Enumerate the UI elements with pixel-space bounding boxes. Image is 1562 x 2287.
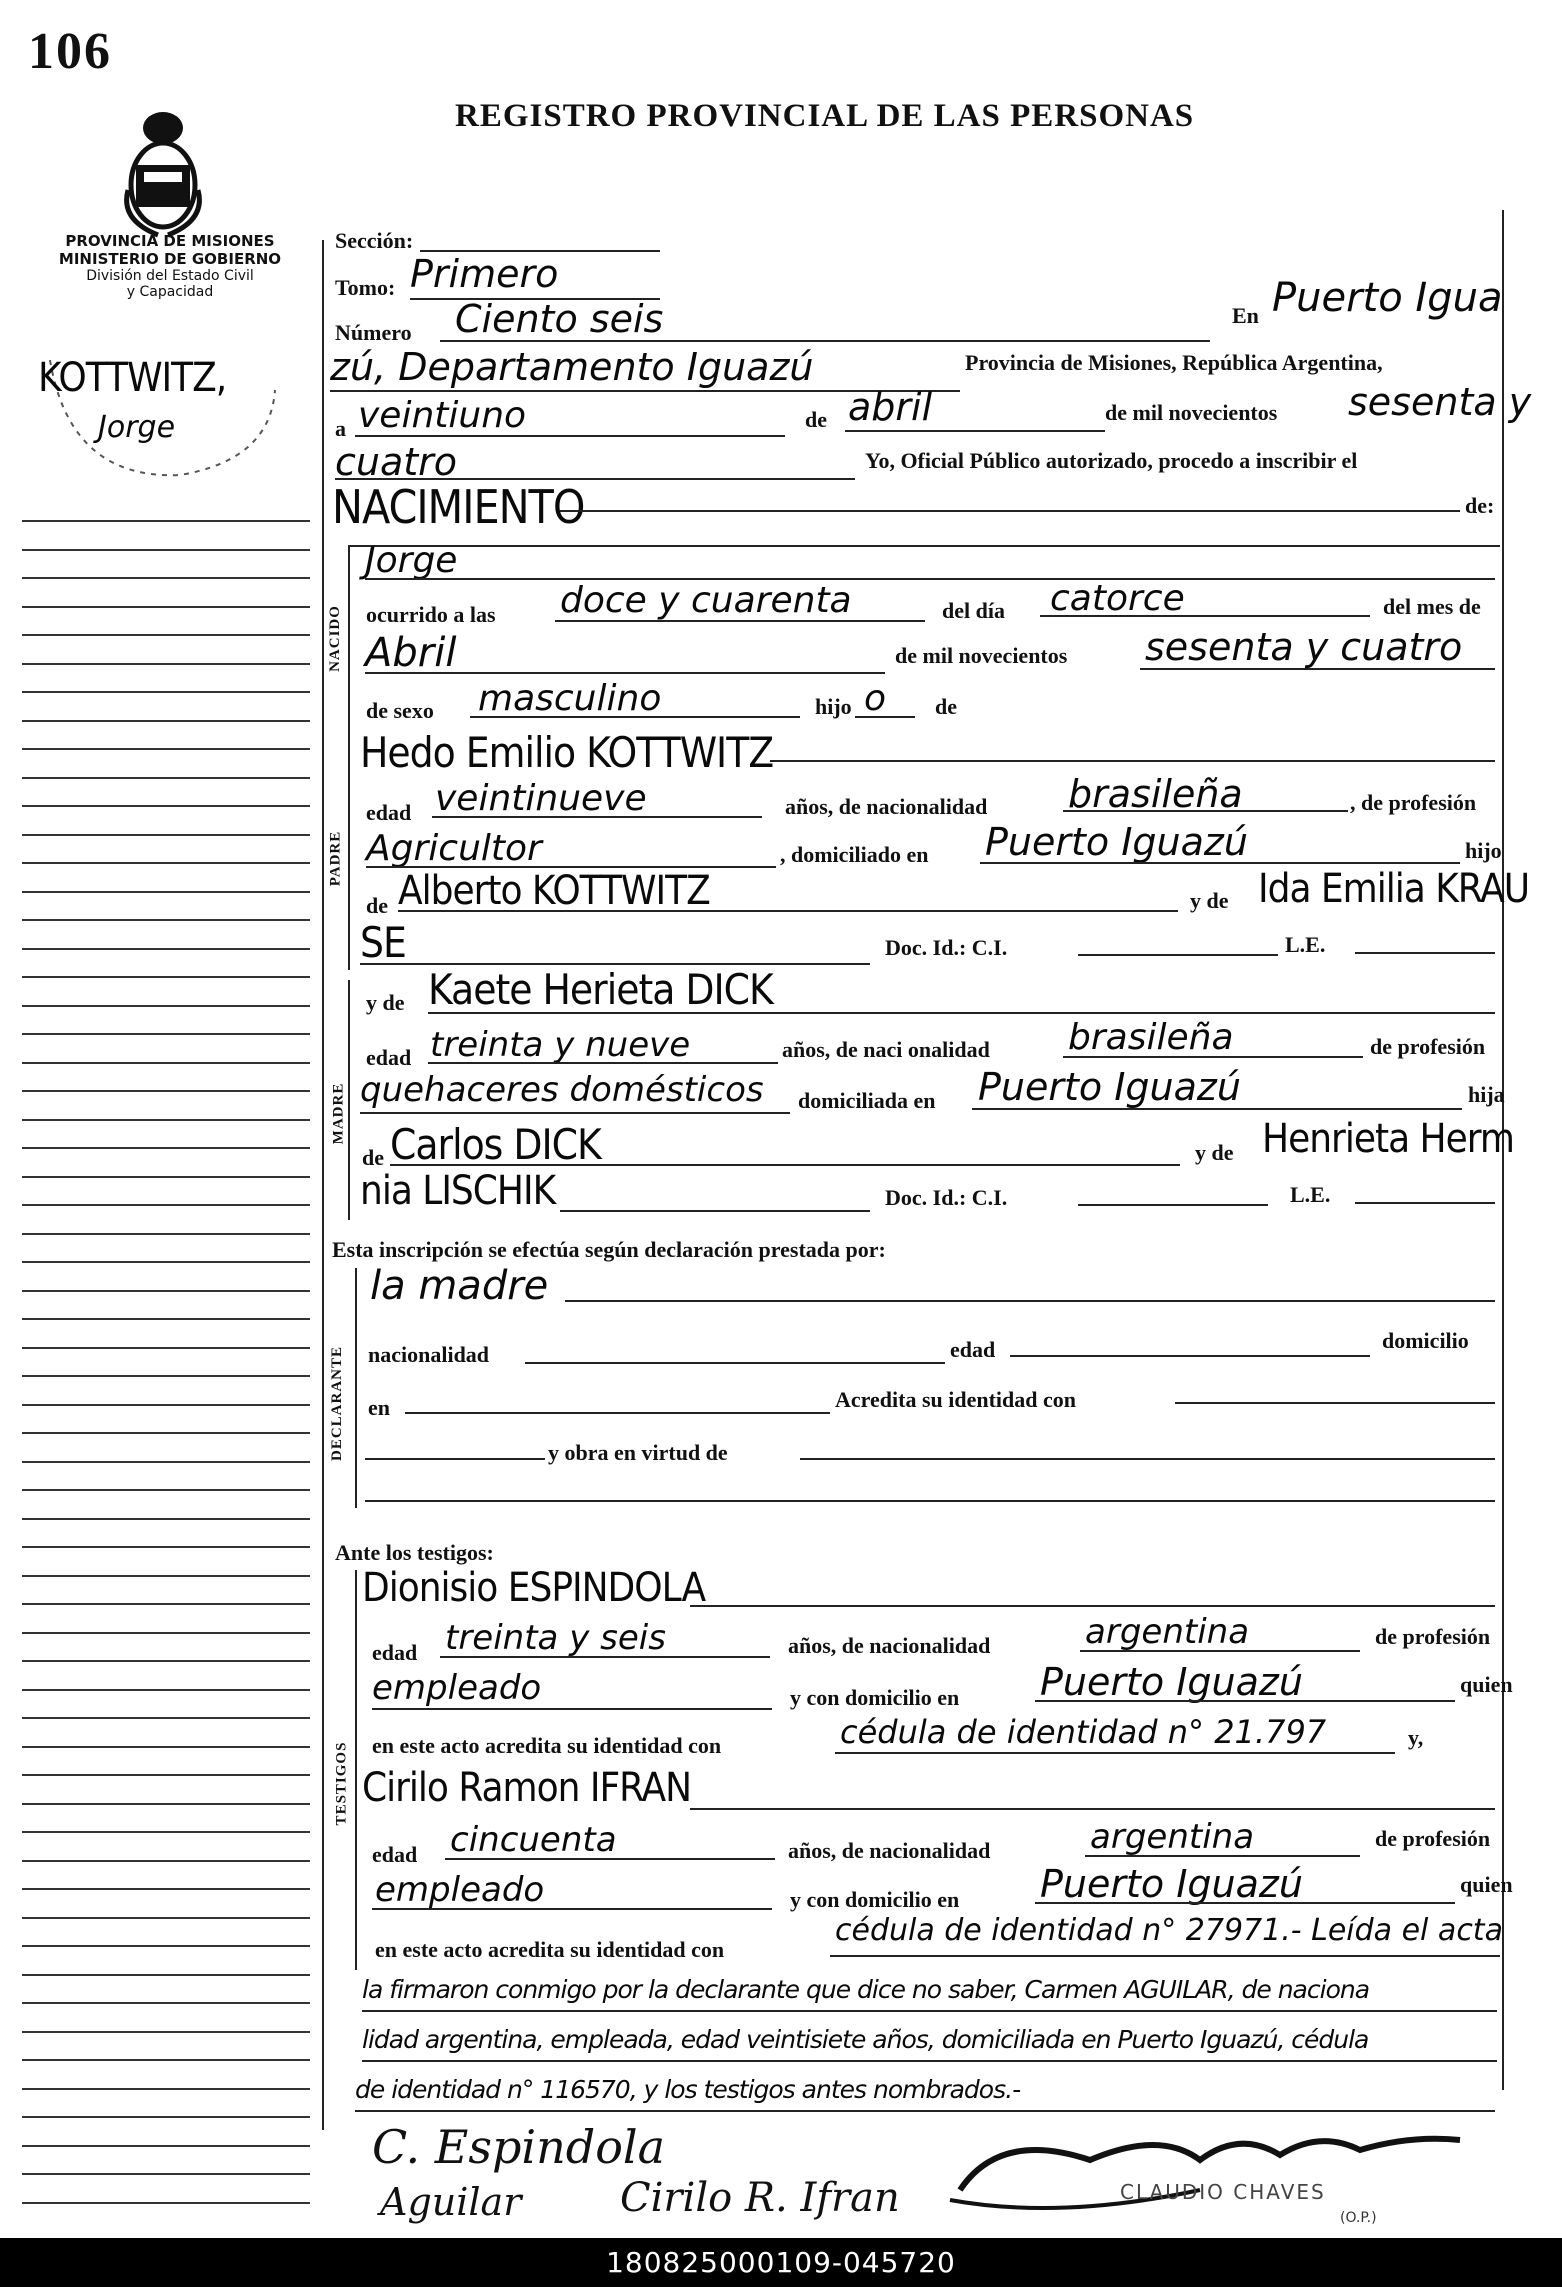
value-padre-nombre: Hedo Emilio KOTTWITZ (360, 728, 774, 777)
value-madre-madre-1: Henrieta Herm (1262, 1116, 1514, 1162)
value-hijo: o (864, 678, 887, 719)
document-id-footer: 180825000109-045720 (0, 2238, 1562, 2287)
stamp-line-2: MINISTERIO DE GOBIERNO (58, 250, 282, 268)
label-quien-t1: quien (1460, 1672, 1513, 1697)
margin-surname: KOTTWITZ, (38, 355, 227, 401)
form-left-border (322, 240, 324, 2130)
margin-ruled-line (22, 1717, 310, 1719)
margin-ruled-line (22, 948, 310, 950)
official-title: (O.P.) (1340, 2210, 1377, 2226)
margin-ruled-line (22, 606, 310, 608)
value-padre-edad: veintinueve (435, 778, 647, 819)
label-ocurrido: ocurrido a las (366, 602, 496, 627)
margin-ruled-line (22, 1860, 310, 1862)
margin-ruled-line (22, 1603, 310, 1605)
margin-ruled-line (22, 1005, 310, 1007)
margin-ruled-line (22, 1489, 310, 1491)
margin-ruled-line (22, 577, 310, 579)
value-t1-prof: empleado (372, 1668, 542, 1708)
label-a: a (335, 416, 346, 441)
margin-ruled-line (22, 1090, 310, 1092)
margin-ruled-line (22, 2031, 310, 2033)
label-numero: Número (335, 320, 412, 345)
label-en-este-acto-t2: en este acto acredita su identidad con (375, 1937, 725, 1962)
label-prof-t2: de profesión (1375, 1826, 1491, 1851)
label-doc-padre: Doc. Id.: C.I. (885, 935, 1008, 960)
label-padre: PADRE (327, 830, 344, 887)
label-edad-decl: edad (950, 1337, 996, 1362)
value-padre-prof: Agricultor (366, 828, 542, 869)
margin-ruled-line (22, 1261, 310, 1263)
value-madre-padre: Carlos DICK (390, 1120, 601, 1169)
value-mes: abril (848, 385, 933, 429)
label-edad-madre: edad (366, 1045, 412, 1070)
margin-ruled-line (22, 1176, 310, 1178)
margin-ruled-line (22, 2145, 310, 2147)
value-hora: doce y cuarenta (560, 580, 852, 621)
label-anios-t2: años, de nacionalidad (788, 1838, 991, 1863)
margin-ruled-line (22, 2088, 310, 2090)
label-hija: hija (1468, 1082, 1505, 1107)
label-anios-t1: años, de nacionalidad (788, 1633, 991, 1658)
margin-ruled-line (22, 1147, 310, 1149)
value-anio-2: cuatro (335, 440, 458, 484)
label-del-mes: del mes de (1383, 594, 1481, 619)
label-en-decl: en (368, 1395, 390, 1420)
label-nacionalidad-decl: nacionalidad (368, 1342, 490, 1367)
value-sexo: masculino (478, 678, 662, 719)
margin-ruled-line (22, 834, 310, 836)
margin-ruled-line (22, 1233, 310, 1235)
margin-ruled-line (22, 2202, 310, 2204)
margin-given-name: Jorge (98, 410, 176, 445)
margin-ruled-line (22, 1518, 310, 1520)
label-y-obra: y obra en virtud de (548, 1440, 728, 1465)
label-nacido: NACIDO (326, 605, 343, 672)
label-hijo-padre: hijo (1465, 838, 1502, 863)
label-domicilio-t2: y con domicilio en (790, 1887, 960, 1912)
margin-ruled-line (22, 520, 310, 522)
label-de-mil: de mil novecientos (1105, 400, 1278, 425)
margin-ruled-line (22, 748, 310, 750)
margin-ruled-line (22, 1404, 310, 1406)
label-de-madre: de (362, 1145, 384, 1170)
margin-ruled-line (22, 2116, 310, 2118)
margin-ruled-line (22, 1888, 310, 1890)
margin-ruled-line (22, 805, 310, 807)
margin-ruled-line (22, 1461, 310, 1463)
label-provincia: Provincia de Misiones, República Argentina, (965, 350, 1383, 375)
value-t2-doc: cédula de identidad n° 27971.- Leída el acta (835, 1913, 1503, 1948)
margin-ruled-line (22, 1318, 310, 1320)
label-prof-padre: , de profesión (1350, 790, 1477, 815)
margin-ruled-line (22, 1831, 310, 1833)
label-seccion: Sección: (335, 228, 414, 253)
label-madre: MADRE (330, 1082, 347, 1145)
margin-ruled-line (22, 1660, 310, 1662)
value-t2-edad: cincuenta (450, 1820, 617, 1860)
margin-ruled-line (22, 1347, 310, 1349)
margin-ruled-line (22, 1062, 310, 1064)
page-number: 106 (28, 23, 112, 80)
margin-ruled-line (22, 777, 310, 779)
office-stamp (30, 232, 310, 300)
value-t1-nac: argentina (1085, 1612, 1250, 1652)
label-hijo: hijo (815, 694, 852, 719)
value-padre-nac: brasileña (1068, 772, 1243, 816)
margin-ruled-line (22, 1632, 310, 1634)
value-madre-madre-2: nia LISCHIK (360, 1168, 556, 1214)
label-edad-t2: edad (372, 1842, 418, 1867)
signature-espindola: C. Espindola (372, 2120, 666, 2174)
label-de: de (805, 407, 827, 432)
value-t1-doc: cédula de identidad n° 21.797 (840, 1713, 1327, 1751)
label-edad-t1: edad (372, 1640, 418, 1665)
label-doc-madre: Doc. Id.: C.I. (885, 1185, 1008, 1210)
value-t2-dom: Puerto Iguazú (1040, 1862, 1303, 1906)
label-declarante: DECLARANTE (329, 1345, 346, 1462)
value-t2-nac: argentina (1090, 1817, 1255, 1857)
label-tomo: Tomo: (335, 275, 396, 300)
label-yo-oficial: Yo, Oficial Público autorizado, procedo a inscribir el (865, 448, 1358, 473)
margin-ruled-line (22, 1033, 310, 1035)
margin-ruled-line (22, 1945, 310, 1947)
value-t2-prof: empleado (375, 1870, 545, 1910)
value-dia-nac: catorce (1050, 578, 1185, 619)
value-anio-1: sesenta y (1348, 380, 1532, 424)
stamp-line-3: División del Estado Civil (86, 268, 254, 284)
signature-ifran: Cirilo R. Ifran (620, 2175, 900, 2221)
value-padre-madre-2: SE (360, 918, 406, 967)
margin-ruled-line (22, 1375, 310, 1377)
note-line-1: la firmaron conmigo por la declarante que dice no saber, Carmen AGUILAR, de naciona (362, 1975, 1370, 2004)
label-de-colon: de: (1465, 493, 1495, 518)
label-prof-madre: de profesión (1370, 1034, 1486, 1059)
value-padre-padre: Alberto KOTTWITZ (398, 868, 710, 914)
margin-ruled-line (22, 2173, 310, 2175)
value-t1-dom: Puerto Iguazú (1040, 1660, 1303, 1704)
label-domicilio-t1: y con domicilio en (790, 1685, 960, 1710)
label-en: En (1232, 303, 1259, 328)
label-y-de-madre: y de (366, 990, 405, 1015)
value-mes-nac: Abril (365, 630, 457, 676)
value-acto: NACIMIENTO (332, 480, 585, 534)
label-de-padre: de (366, 893, 388, 918)
note-line-2: lidad argentina, empleada, edad veintisiete años, domiciliada en Puerto Iguazú, cédula (362, 2025, 1369, 2054)
label-de-hijo: de (935, 694, 957, 719)
label-domiciliada: domiciliada en (798, 1088, 936, 1113)
margin-ruled-line (22, 691, 310, 693)
label-del-dia: del día (942, 598, 1005, 623)
value-numero: Ciento seis (455, 297, 664, 341)
margin-ruled-line (22, 862, 310, 864)
label-le-madre: L.E. (1290, 1182, 1331, 1207)
label-ante-testigos: Ante los testigos: (335, 1540, 494, 1565)
label-anios-padre: años, de nacionalidad (785, 794, 988, 819)
value-madre-nombre: Kaete Herieta DICK (428, 965, 773, 1014)
margin-ruled-line (22, 1546, 310, 1548)
margin-ruled-line (22, 1974, 310, 1976)
label-testigos: TESTIGOS (333, 1741, 350, 1826)
note-line-3: de identidad n° 116570, y los testigos antes nombrados.- (355, 2075, 1021, 2104)
header-title: REGISTRO PROVINCIAL DE LAS PERSONAS (455, 98, 1195, 134)
value-t1-nombre: Dionisio ESPINDOLA (362, 1565, 706, 1611)
label-domicilio-decl: domicilio (1382, 1328, 1469, 1353)
value-lugar-2: zú, Departamento Iguazú (330, 345, 814, 389)
label-domiciliado: , domiciliado en (780, 842, 929, 867)
margin-ruled-line (22, 1774, 310, 1776)
value-padre-madre-1: Ida Emilia KRAU (1258, 866, 1530, 912)
value-nombre: Jorge (365, 540, 458, 581)
margin-ruled-line (22, 2002, 310, 2004)
label-anios-madre: años, de naci onalidad (782, 1037, 990, 1062)
margin-ruled-line (22, 1746, 310, 1748)
label-quien-t2: quien (1460, 1872, 1513, 1897)
margin-ruled-line (22, 919, 310, 921)
margin-ruled-line (22, 1689, 310, 1691)
label-sexo: de sexo (366, 698, 434, 723)
signature-aguilar: Aguilar (380, 2180, 522, 2224)
value-madre-edad: treinta y nueve (430, 1025, 691, 1065)
stamp-line-1: PROVINCIA DE MISIONES (65, 232, 275, 250)
margin-ruled-line (22, 549, 310, 551)
value-declarante: la madre (370, 1263, 549, 1309)
value-madre-nac: brasileña (1068, 1017, 1234, 1058)
value-t2-nombre: Cirilo Ramon IFRAN (362, 1765, 692, 1811)
margin-ruled-line (22, 720, 310, 722)
margin-ruled-line (22, 1917, 310, 1919)
label-acredita: Acredita su identidad con (835, 1387, 1077, 1412)
stamp-line-4: y Capacidad (126, 284, 214, 300)
value-padre-dom: Puerto Iguazú (985, 820, 1248, 864)
label-edad-padre: edad (366, 800, 412, 825)
value-anio-nac: sesenta y cuatro (1145, 625, 1463, 669)
margin-ruled-line (22, 663, 310, 665)
margin-ruled-line (22, 1575, 310, 1577)
margin-ruled-line (22, 891, 310, 893)
margin-ruled-line (22, 976, 310, 978)
label-le-padre: L.E. (1285, 932, 1326, 957)
coat-of-arms-icon (118, 110, 208, 240)
margin-ruled-line (22, 1119, 310, 1121)
value-madre-prof: quehaceres domésticos (360, 1070, 764, 1110)
margin-ruled-line (22, 1432, 310, 1434)
label-en-este-acto-t1: en este acto acredita su identidad con (372, 1733, 722, 1758)
label-esta-inscripcion: Esta inscripción se efectúa según declaración prestada por: (332, 1237, 886, 1262)
margin-ruled-line (22, 1803, 310, 1805)
value-lugar-1: Puerto Igua (1272, 275, 1503, 321)
margin-ruled-line (22, 1290, 310, 1292)
label-de-mil-nac: de mil novecientos (895, 643, 1068, 668)
margin-ruled-line (22, 634, 310, 636)
label-y-comma: y, (1408, 1725, 1424, 1750)
value-dia: veintiuno (358, 395, 527, 436)
official-name: CLAUDIO CHAVES (1120, 2180, 1326, 2204)
margin-ruled-line (22, 1204, 310, 1206)
value-t1-edad: treinta y seis (445, 1618, 666, 1658)
value-tomo: Primero (410, 252, 559, 296)
label-y-de-abuela: y de (1195, 1140, 1234, 1165)
label-y-de-padre: y de (1190, 888, 1229, 913)
value-madre-dom: Puerto Iguazú (978, 1065, 1241, 1109)
margin-ruled-line (22, 2059, 310, 2061)
label-prof-t1: de profesión (1375, 1624, 1491, 1649)
